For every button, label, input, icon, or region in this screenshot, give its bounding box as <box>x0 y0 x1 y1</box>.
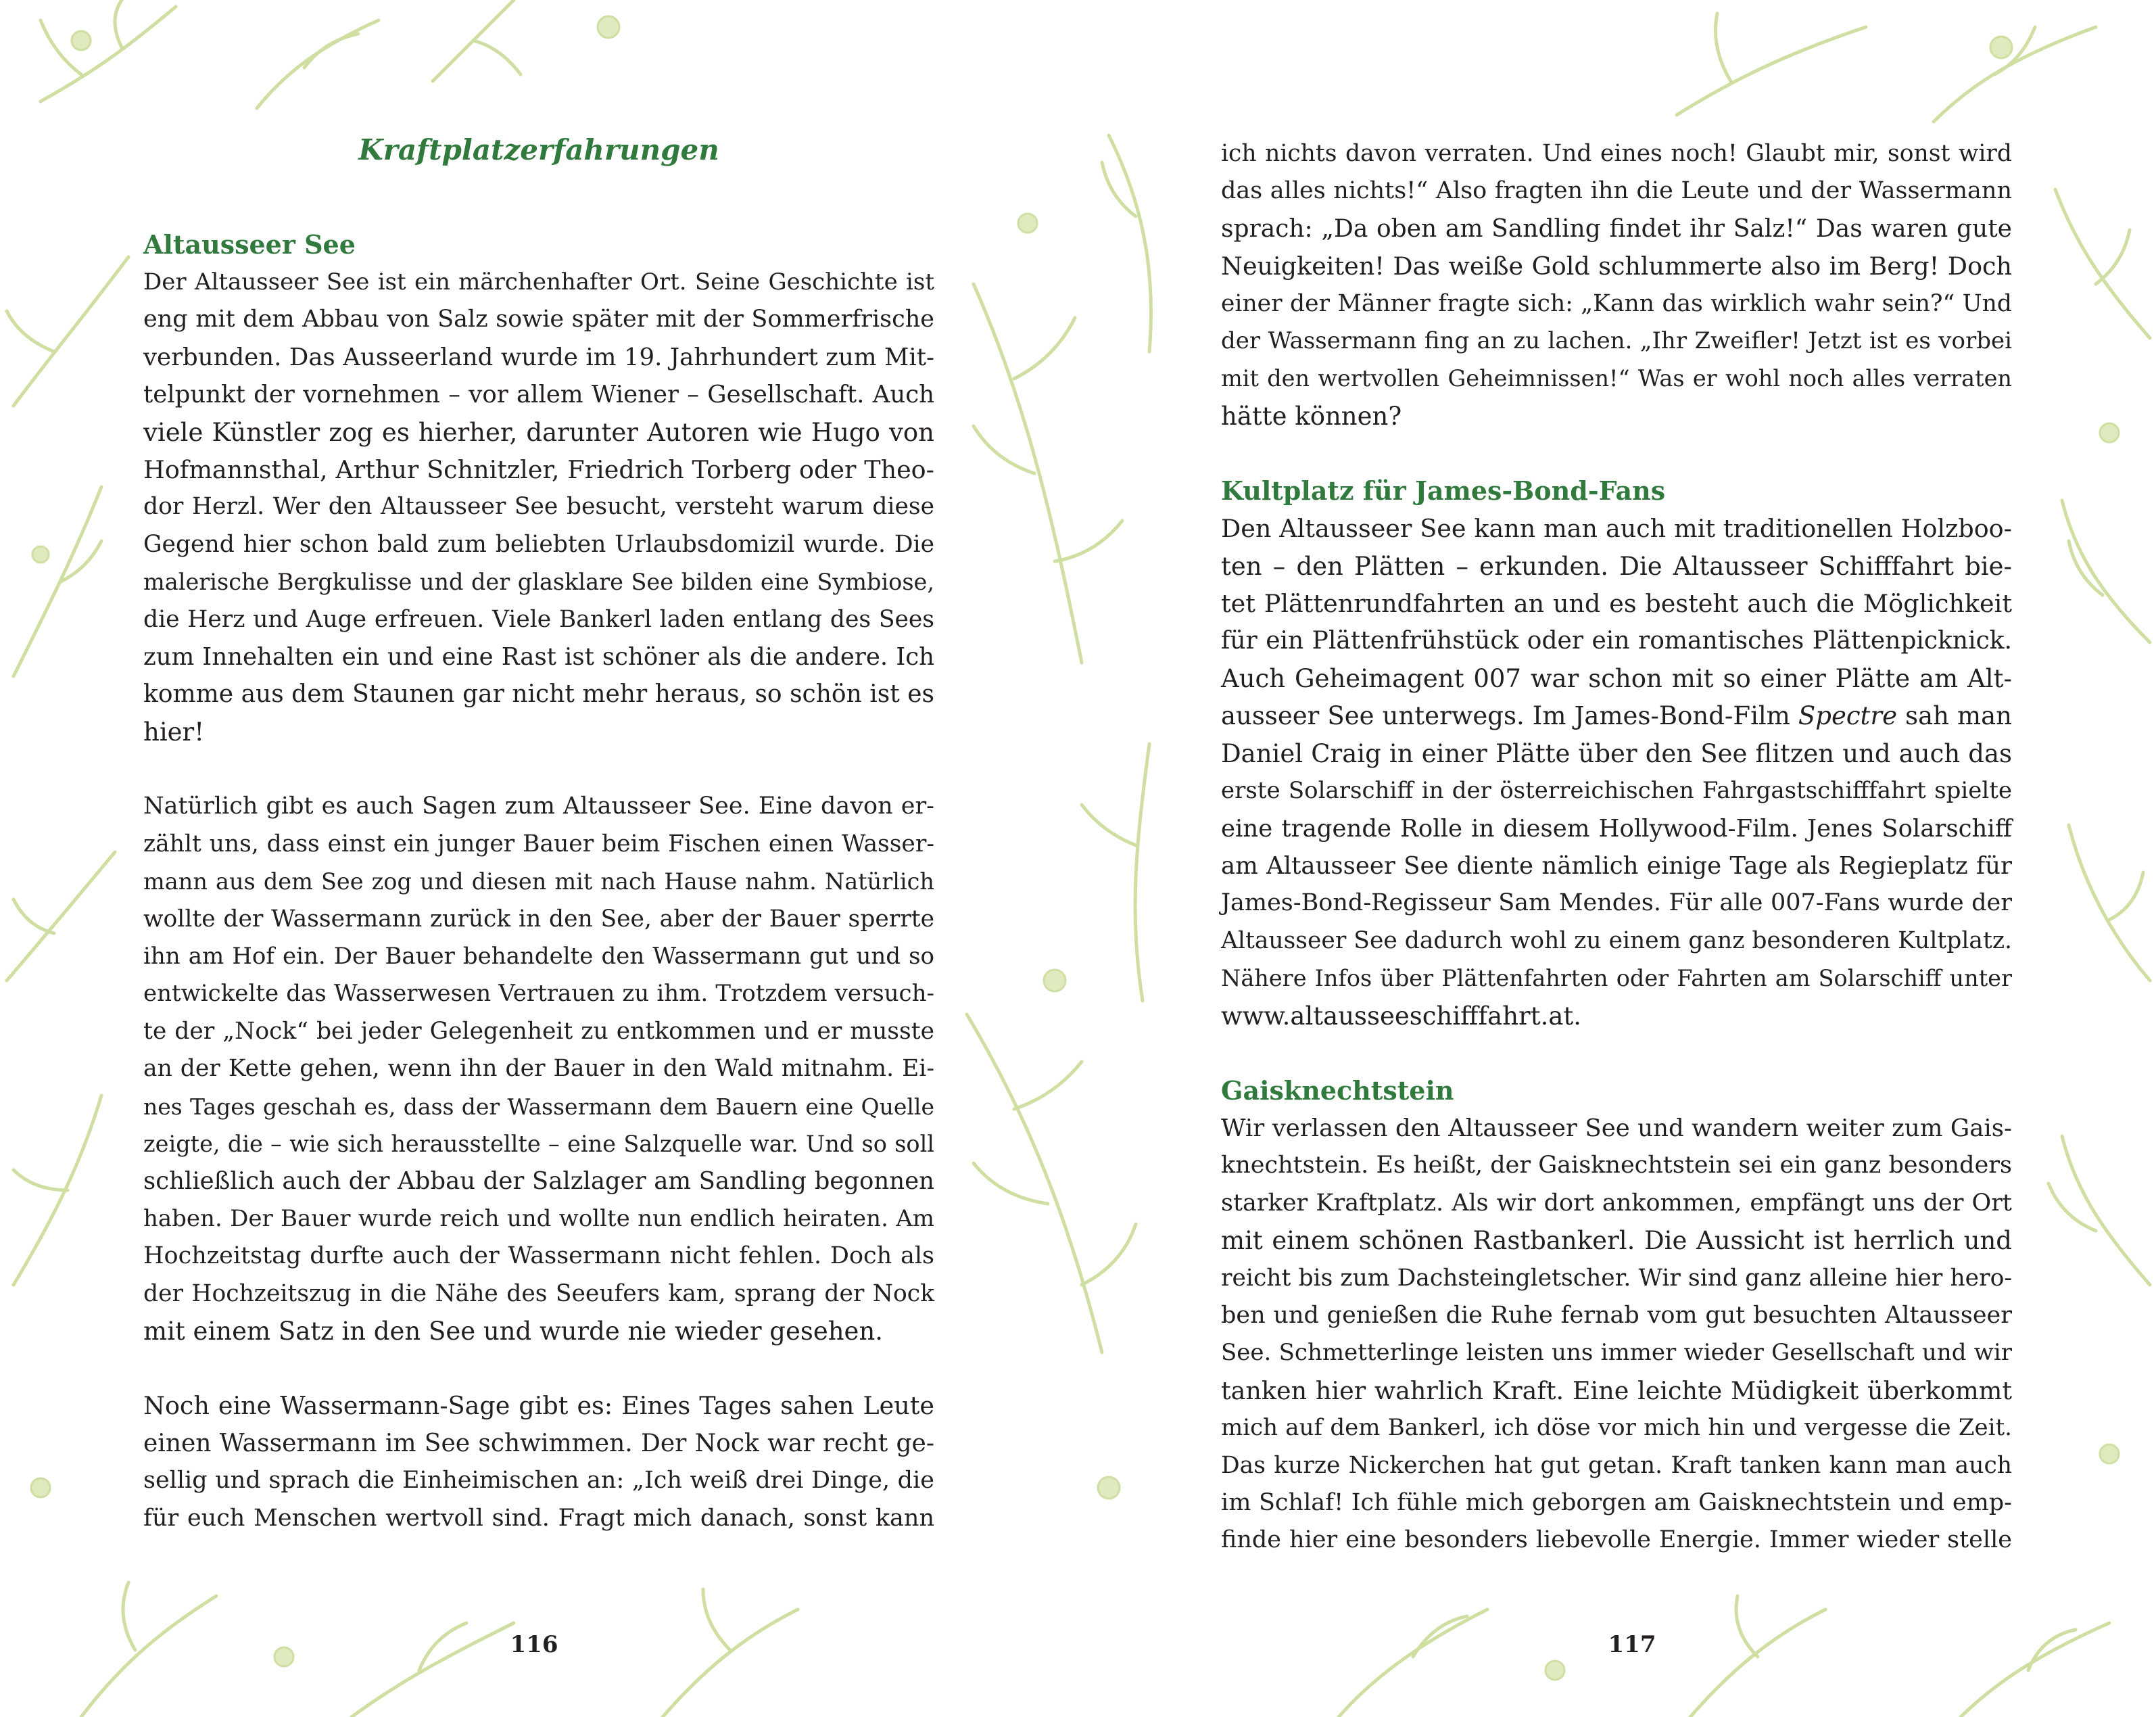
text-line: der Wassermann fing an zu lachen. „Ihr Zweifler! Jetzt ist es vorbei <box>1221 327 2012 355</box>
text-line: viele Künstler zog es hierher, darunter Autoren wie Hugo von <box>143 417 934 447</box>
left-text-block <box>143 101 934 1537</box>
text-line: ten – den Plätten – erkunden. Die Altausseer Schifffahrt bie- <box>1221 551 2012 581</box>
text-line: schließlich auch der Abbau der Salzlager am Sandling begonnen <box>143 1167 934 1196</box>
text-line: im Schlaf! Ich fühle mich geborgen am Gaisknechtstein und emp- <box>1221 1489 2012 1516</box>
text-line: entwickelte das Wasserwesen Vertrauen zu ihm. Trotzdem versuch- <box>143 980 934 1008</box>
text-line: starker Kraftplatz. Als wir dort ankommen, empfängt uns der Ort <box>1221 1189 2012 1217</box>
text-line: Nähere Infos über Plättenfahrten oder Fahrten am Solarschiff unter <box>1221 965 2012 992</box>
text-line: eine tragende Rolle in diesem Hollywood-Film. Jenes Solarschiff <box>1221 814 2012 843</box>
text-line: verbunden. Das Ausseerland wurde im 19. Jahrhundert zum Mit- <box>143 343 934 371</box>
page-number: 116 <box>510 1631 558 1658</box>
text-line: Auch Geheimagent 007 war schon mit so einer Plätte am Alt- <box>1221 663 2012 693</box>
text-line: Neuigkeiten! Das weiße Gold schlummerte also im Berg! Doch <box>1221 252 2012 281</box>
text-line: komme aus dem Staunen gar nicht mehr heraus, so schön ist es <box>143 680 934 709</box>
text-line: haben. Der Bauer wurde reich und wollte nun endlich heiraten. Am <box>143 1204 934 1232</box>
text-line: Der Altausseer See ist ein märchenhafter Ort. Seine Geschichte ist <box>143 268 934 296</box>
text-line: dor Herzl. Wer den Altausseer See besucht, versteht warum diese <box>143 493 934 521</box>
text-line: hier! <box>143 717 205 747</box>
text-line: finde hier eine besonders liebevolle Energie. Immer wieder stelle <box>1221 1526 2012 1554</box>
paragraph-altausseer-intro <box>143 264 934 751</box>
text-line: zum Innehalten ein und eine Rast ist schöner als die andere. Ich <box>143 643 934 672</box>
text-line: zählt uns, dass einst ein junger Bauer beim Fischen einen Wasser- <box>143 830 934 857</box>
text-line: für ein Plättenfrühstück oder ein romantisches Plättenpicknick. <box>1221 627 2012 655</box>
text-line: nes Tages geschah es, dass der Wassermann dem Bauern eine Quelle <box>143 1093 934 1120</box>
text-line: sellig und sprach die Einheimischen an: „Ich weiß drei Dinge, die <box>143 1467 934 1495</box>
text-line: mit einem Satz in den See und wurde nie wieder gesehen. <box>143 1316 884 1346</box>
text-line: am Altausseer See diente nämlich einige Tage als Regieplatz für <box>1221 851 2012 880</box>
film-title: Spectre <box>1798 701 1898 731</box>
text-line: See. Schmetterlinge leisten uns immer wieder Gesellschaft und wir <box>1221 1339 2012 1367</box>
text-line: mit einem schönen Rastbankerl. Die Aussicht ist herrlich und <box>1221 1226 2012 1256</box>
paragraph-wassermann-sage-2-continued <box>1221 135 2012 435</box>
website-link[interactable]: www.altausseeschifffahrt.at. <box>1221 1001 1582 1031</box>
text-line: mann aus dem See zog und diesen mit nach Hause nahm. Natürlich <box>143 868 934 895</box>
text-line: Natürlich gibt es auch Sagen zum Altausseer See. Eine davon er- <box>143 793 934 820</box>
text-line: das alles nichts!“ Also fragten ihn die Leute und der Wassermann <box>1221 177 2012 205</box>
section-heading-kultplatz: Kultplatz für James-Bond-Fans <box>1221 475 1666 507</box>
text-line: malerische Bergkulisse und der glasklare See bilden eine Symbiose, <box>143 569 934 596</box>
text-line: ihn am Hof ein. Der Bauer behandelte den Wassermann gut und so <box>143 942 934 970</box>
text-line: Wir verlassen den Altausseer See und wandern weiter zum Gais- <box>1221 1114 2012 1142</box>
text-line: Altausseer See dadurch wohl zu einem ganz besonderen Kultplatz. <box>1221 926 2012 954</box>
text-line: ich nichts davon verraten. Und eines noch! Glaubt mir, sonst wird <box>1221 140 2012 167</box>
running-title: Kraftplatzerfahrungen <box>358 133 719 166</box>
text-line: telpunkt der vornehmen – vor allem Wiener – Gesellschaft. Auch <box>143 381 934 409</box>
text-line: tet Plättenrundfahrten an und es besteht auch die Möglichkeit <box>1221 589 2012 619</box>
text-line: für euch Menschen wertvoll sind. Fragt mich danach, sonst kann <box>143 1504 934 1532</box>
text-line: te der „Nock“ bei jeder Gelegenheit zu entkommen und er musste <box>143 1017 934 1045</box>
text-line: Das kurze Nickerchen hat gut getan. Kraft tanken kann man auch <box>1221 1451 2012 1479</box>
text-line: ben und genießen die Ruhe fernab vom gut besuchten Altausseer <box>1221 1301 2012 1329</box>
text-line <box>1221 697 2012 734</box>
paragraph-gaisknechtstein <box>1221 1110 2012 1559</box>
text-line: reicht bis zum Dachsteingletscher. Wir sind ganz alleine hier hero- <box>1221 1264 2012 1292</box>
text-line: Noch eine Wassermann-Sage gibt es: Eines Tages sahen Leute <box>143 1391 934 1421</box>
section-heading-gaisknechtstein: Gaisknechtstein <box>1221 1075 1454 1106</box>
text-line: Den Altausseer See kann man auch mit traditionellen Holzboo- <box>1221 514 2012 544</box>
paragraph-wassermann-sage-2 <box>143 1387 934 1537</box>
paragraph-james-bond <box>1221 510 2012 1035</box>
text-line: Hofmannsthal, Arthur Schnitzler, Friedrich Torberg oder Theo- <box>143 455 934 485</box>
text-line: mich auf dem Bankerl, ich döse vor mich hin und vergesse die Zeit. <box>1221 1414 2012 1442</box>
text-line: der Hochzeitszug in die Nähe des Seeufers kam, sprang der Nock <box>143 1279 934 1307</box>
text-line: zeigte, die – wie sich herausstellte – eine Salzquelle war. Und so soll <box>143 1130 934 1157</box>
text-line: wollte der Wassermann zurück in den See, aber der Bauer sperrte <box>143 905 934 933</box>
text-fragment: ausseer See unterwegs. Im James-Bond-Film <box>1221 701 1798 731</box>
text-line: sprach: „Da oben am Sandling findet ihr Salz!“ Das waren gute <box>1221 214 2012 243</box>
text-fragment: sah man <box>1897 701 2012 731</box>
text-line: James-Bond-Regisseur Sam Mendes. Für alle 007-Fans wurde der <box>1221 889 2012 917</box>
text-line: erste Solarschiff in der österreichischen Fahrgastschifffahrt spielte <box>1221 777 2012 805</box>
text-line: eng mit dem Abbau von Salz sowie später mit der Sommerfrische <box>143 306 934 333</box>
right-text-block <box>1221 135 2012 1559</box>
text-line: die Herz und Auge erfreuen. Viele Bankerl laden entlang des Sees <box>143 605 934 633</box>
text-line: mit den wertvollen Geheimnissen!“ Was er wohl noch alles verraten <box>1221 365 2012 392</box>
text-line: knechtstein. Es heißt, der Gaisknechtstein sei ein ganz besonders <box>1221 1152 2012 1179</box>
text-line: an der Kette gehen, wenn ihn der Bauer in den Wald mitnahm. Ei- <box>143 1055 934 1083</box>
section-heading-altausseer-see: Altausseer See <box>143 229 356 260</box>
page-number: 117 <box>1608 1631 1656 1658</box>
text-line: Gegend hier schon bald zum beliebten Urlaubsdomizil wurde. Die <box>143 530 934 558</box>
text-line: Hochzeitstag durfte auch der Wassermann nicht fehlen. Doch als <box>143 1242 934 1270</box>
text-line: tanken hier wahrlich Kraft. Eine leichte Müdigkeit überkommt <box>1221 1375 2012 1405</box>
text-line: hätte können? <box>1221 401 1402 431</box>
text-line: einer der Männer fragte sich: „Kann das wirklich wahr sein?“ Und <box>1221 289 2012 317</box>
right-page <box>1078 0 2156 1717</box>
text-line: Daniel Craig in einer Plätte über den See flitzen und auch das <box>1221 738 2012 768</box>
text-line: einen Wassermann im See schwimmen. Der Nock war recht ge- <box>143 1429 934 1457</box>
paragraph-wassermann-sage-1 <box>143 788 934 1350</box>
